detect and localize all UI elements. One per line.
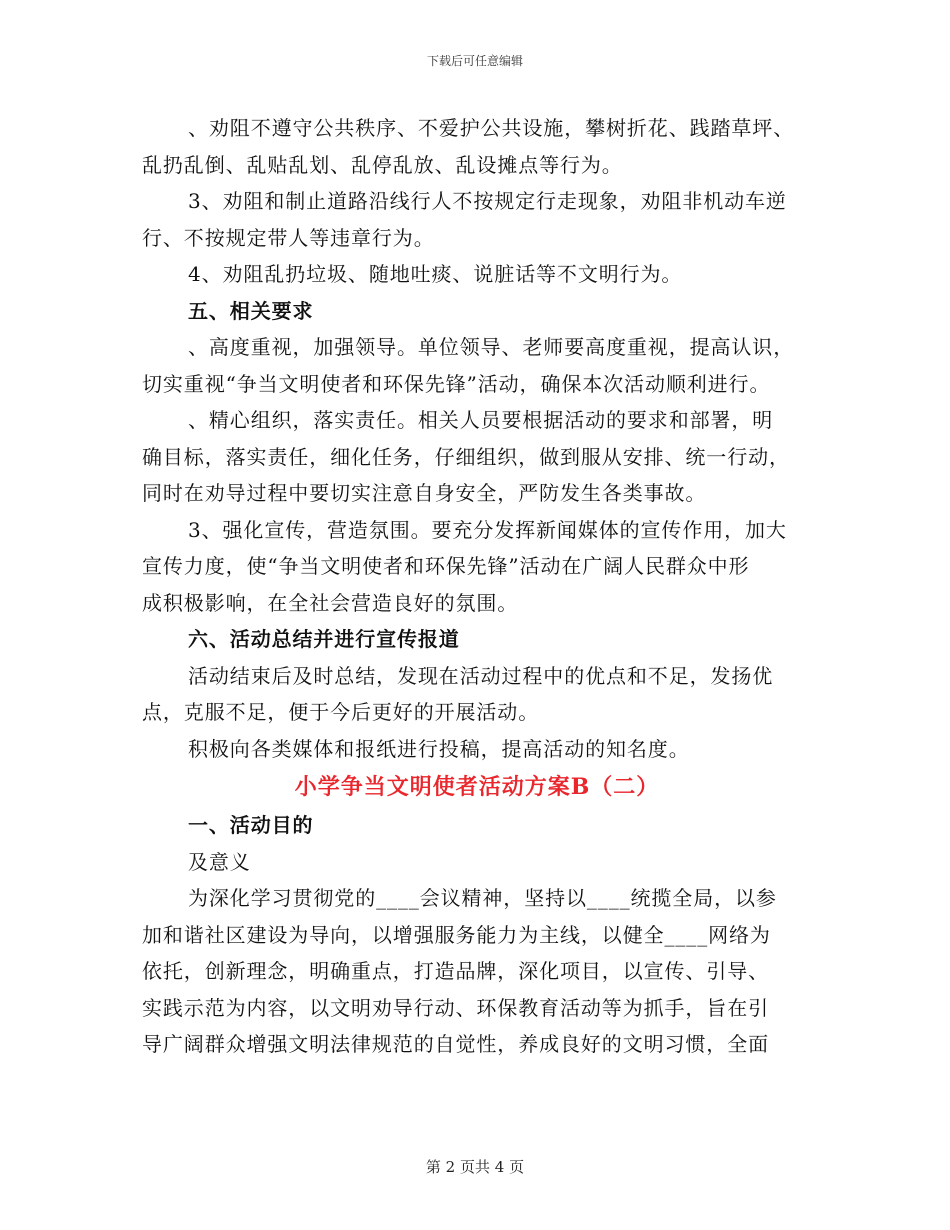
paragraph-line: 积极向各类媒体和报纸进行投稿，提高活动的知名度。 xyxy=(188,736,690,761)
paragraph-line: 宣传力度，使“争当文明使者和环保先锋”活动在广阔人民群众中形 xyxy=(142,554,750,578)
paragraph-line: 点，克服不足，便于今后更好的开展活动。 xyxy=(142,700,540,724)
paragraph-line: 切实重视“争当文明使者和环保先锋”活动，确保本次活动顺利进行。 xyxy=(142,371,771,396)
paragraph-line: 实践示范为内容，以文明劝导行动、环保教育活动等为抓手，旨在引 xyxy=(142,995,769,1020)
paragraph-line: 乱扔乱倒、乱贴乱划、乱停乱放、乱设摊点等行为。 xyxy=(142,152,623,177)
paragraph-line: 、精心组织，落实责任。相关人员要根据活动的要求和部署，明 xyxy=(188,408,774,432)
paragraph-line: 及意义 xyxy=(188,849,251,874)
paragraph-line: 为深化学习贯彻党的____会议精神，坚持以____统揽全局，以参 xyxy=(188,886,777,910)
document-title: 小学争当文明使者活动方案B（二） xyxy=(294,774,660,800)
paragraph-line: 3、强化宣传，营造氛围。要充分发挥新闻媒体的宣传作用，加大 xyxy=(188,517,787,542)
paragraph-line: 活动结束后及时总结，发现在活动过程中的优点和不足，发扬优 xyxy=(188,663,774,688)
paragraph-line: 行、不按规定带人等违章行为。 xyxy=(142,225,435,250)
section-heading: 六、活动总结并进行宣传报道 xyxy=(188,627,460,651)
paragraph-line: 确目标，落实责任，细化任务，仔细组织，做到服从安排、统一行动， xyxy=(142,444,790,469)
paragraph-line: 4、劝阻乱扔垃圾、随地吐痰、说脏话等不文明行为。 xyxy=(188,262,683,286)
document-body xyxy=(142,110,812,1063)
section-heading: 一、活动目的 xyxy=(188,813,314,837)
page-footer: 第 2 页共 4 页 xyxy=(425,1158,525,1176)
paragraph-line: 成积极影响，在全社会营造良好的氛围。 xyxy=(142,590,519,615)
paragraph-line: 同时在劝导过程中要切实注意自身安全，严防发生各类事故。 xyxy=(142,481,707,505)
paragraph-line: 3、劝阻和制止道路沿线行人不按规定行走现象，劝阻非机动车逆 xyxy=(188,189,787,213)
paragraph-line: 依托，创新理念，明确重点，打造品牌，深化项目，以宣传、引导、 xyxy=(142,959,769,983)
paragraph-line: 、劝阻不遵守公共秩序、不爱护公共设施，攀树折花、践踏草坪、 xyxy=(188,116,795,140)
paragraph-line: 、高度重视，加强领导。单位领导、老师要高度重视，提高认识， xyxy=(188,335,795,359)
paragraph-line: 导广阔群众增强文明法律规范的自觉性，养成良好的文明习惯，全面 xyxy=(142,1032,769,1056)
section-heading: 五、相关要求 xyxy=(188,298,314,323)
paragraph-line: 加和谐社区建设为导向，以增强服务能力为主线，以健全____网络为 xyxy=(142,922,771,947)
page-header: 下载后可任意编辑 xyxy=(426,54,523,68)
